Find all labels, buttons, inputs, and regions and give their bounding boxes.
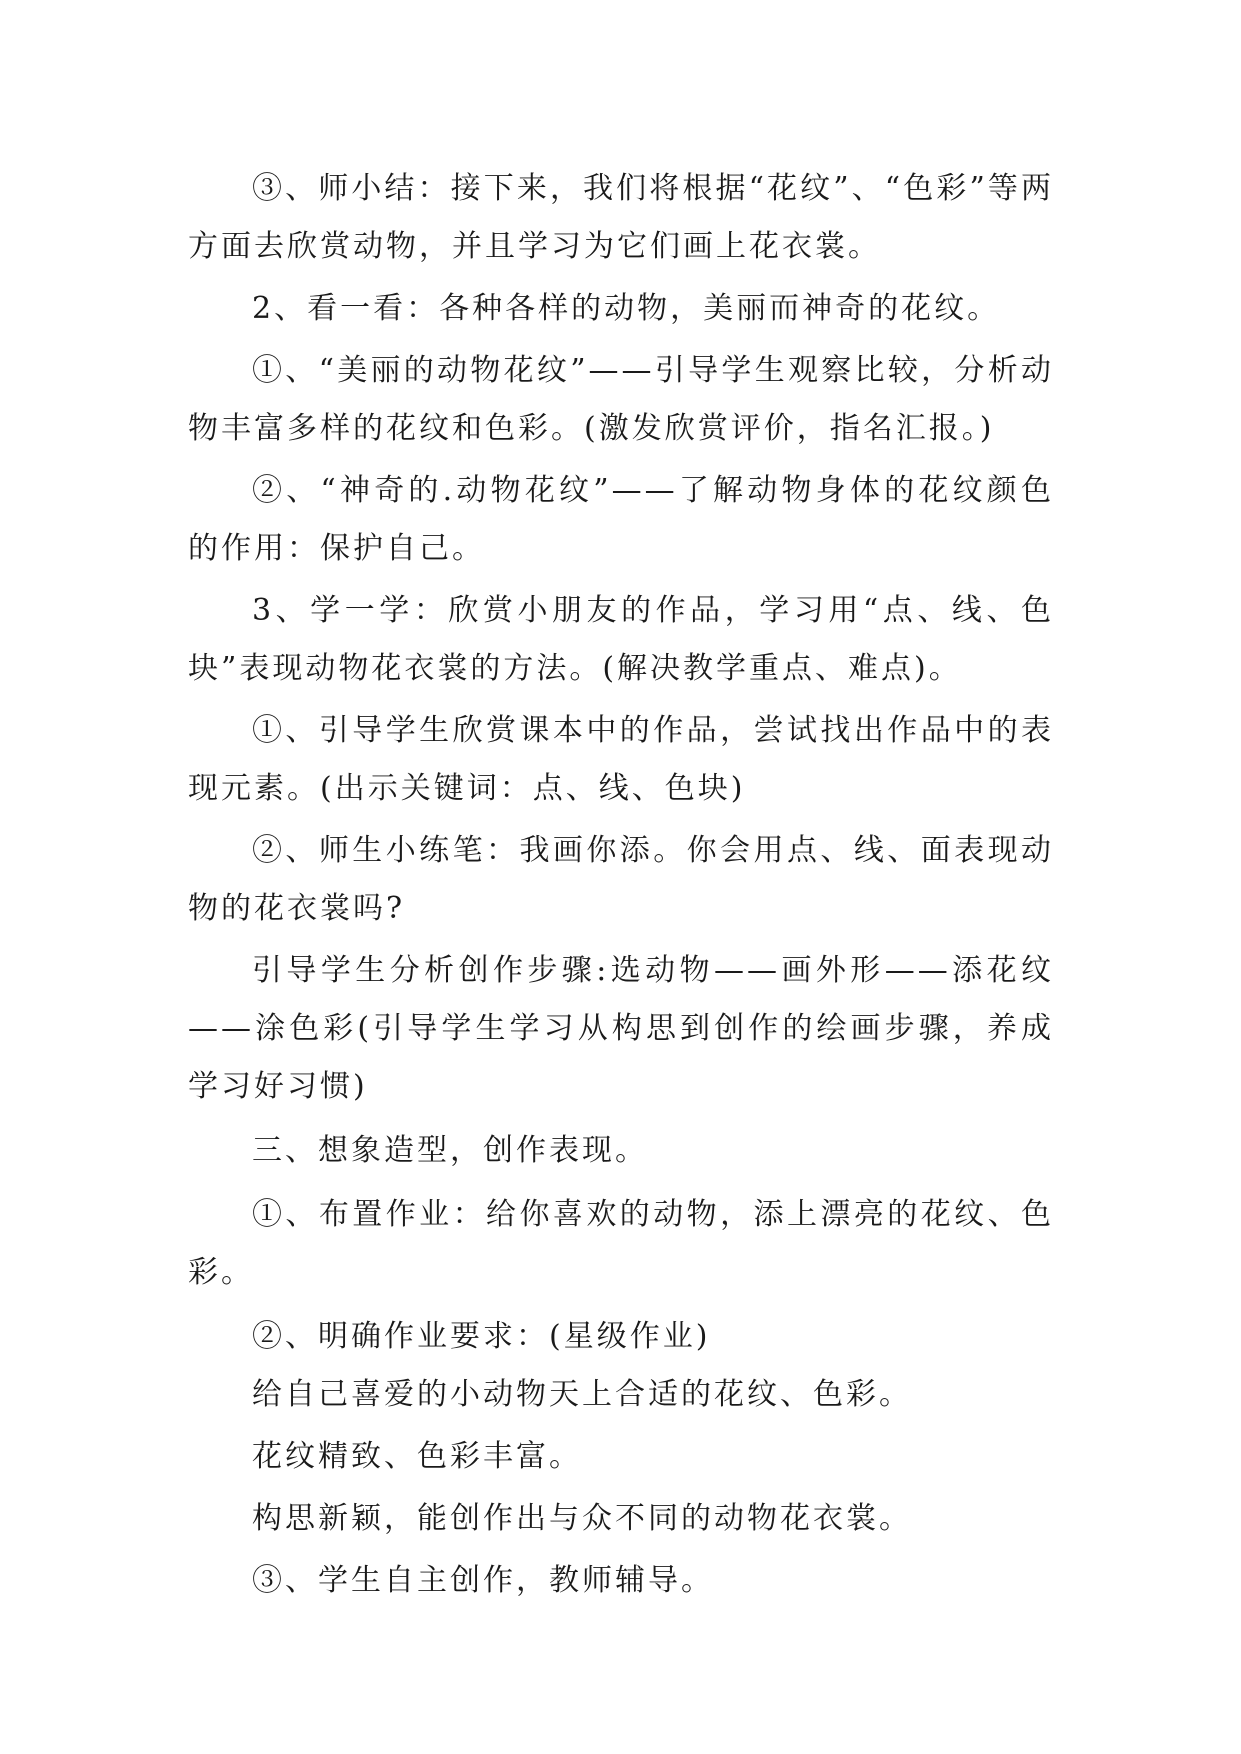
paragraph-student-creation: ③、学生自主创作，教师辅导。 [252,1563,714,1598]
paragraph-step-3-heading: 3、学一学：欣赏小朋友的作品，学习用“点、线、色块”表现动物花衣裳的方法。(解决教学重点、难点)。 [188,593,1054,686]
paragraph-homework-requirements: ②、明确作业要求：(星级作业) [252,1319,711,1354]
paragraph-practice-drawing: ②、师生小练笔：我画你添。你会用点、线、面表现动物的花衣裳吗? [188,833,1054,926]
paragraph-magical-patterns: ②、“神奇的.动物花纹”——了解动物身体的花纹颜色的作用：保护自己。 [188,473,1054,566]
paragraph-step-2-heading: 2、看一看：各种各样的动物，美丽而神奇的花纹。 [252,291,1001,326]
paragraph-assign-homework: ①、布置作业：给你喜欢的动物，添上漂亮的花纹、色彩。 [188,1197,1054,1290]
paragraph-requirement-1: 给自己喜爱的小动物天上合适的花纹、色彩。 [252,1377,912,1412]
paragraph-teacher-summary: ③、师小结：接下来，我们将根据“花纹”、“色彩”等两方面去欣赏动物，并且学习为它们画上花衣裳。 [188,171,1054,264]
paragraph-requirement-2: 花纹精致、色彩丰富。 [252,1439,582,1474]
paragraph-appreciate-works: ①、引导学生欣赏课本中的作品，尝试找出作品中的表现元素。(出示关键词：点、线、色块) [188,713,1054,806]
paragraph-beautiful-patterns: ①、“美丽的动物花纹”——引导学生观察比较，分析动物丰富多样的花纹和色彩。(激发欣赏评价，指名汇报。) [188,353,1054,446]
paragraph-section-3-heading: 三、想象造型，创作表现。 [252,1133,648,1168]
document-body [188,160,1054,1610]
paragraph-requirement-3: 构思新颖，能创作出与众不同的动物花衣裳。 [252,1501,912,1536]
paragraph-creation-steps: 引导学生分析创作步骤:选动物——画外形——添花纹——涂色彩(引导学生学习从构思到创作的绘画步骤，养成学习好习惯) [188,953,1054,1104]
